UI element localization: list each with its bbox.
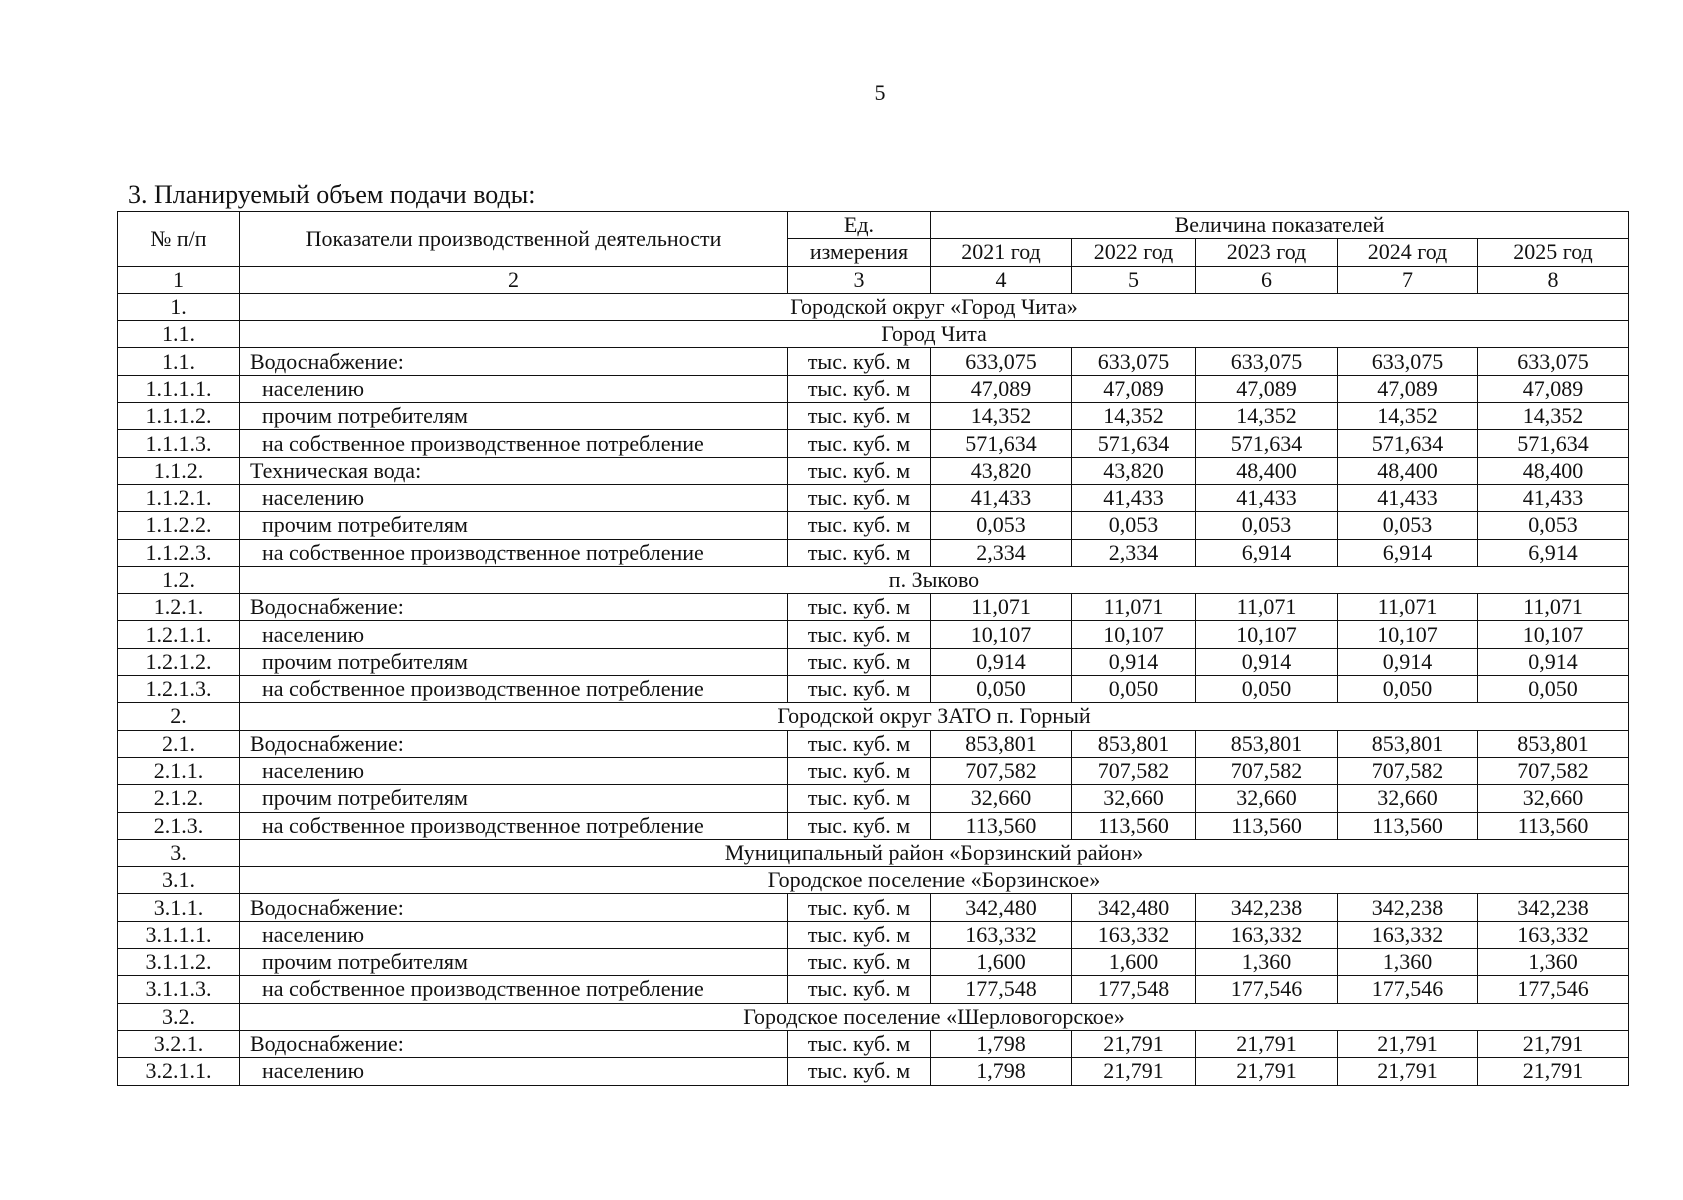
row-number: 3.2.1. [118, 1030, 240, 1057]
table-row [118, 1030, 1629, 1057]
header-year: 2024 год [1338, 239, 1478, 266]
value-cell: 48,400 [1338, 457, 1478, 484]
table-row [118, 1058, 1629, 1085]
page-number: 5 [874, 80, 886, 105]
row-number: 1.1. [118, 321, 240, 348]
indicator-name: на собственное производственное потребление [240, 539, 788, 566]
table-row [118, 512, 1629, 539]
value-cell: 707,582 [931, 757, 1072, 784]
section-row [118, 1003, 1629, 1030]
value-cell: 14,352 [1478, 403, 1629, 430]
header-unit-line2: измерения [788, 239, 931, 266]
value-cell: 342,480 [931, 894, 1072, 921]
table-row [118, 785, 1629, 812]
value-cell: 0,914 [1338, 648, 1478, 675]
header-year: 2021 год [931, 239, 1072, 266]
value-cell: 633,075 [931, 348, 1072, 375]
unit-cell: тыс. куб. м [788, 1030, 931, 1057]
unit-cell: тыс. куб. м [788, 457, 931, 484]
value-cell: 11,071 [1478, 594, 1629, 621]
value-cell: 21,791 [1338, 1058, 1478, 1085]
table-row [118, 676, 1629, 703]
value-cell: 32,660 [1478, 785, 1629, 812]
row-number: 3.1. [118, 867, 240, 894]
value-cell: 32,660 [1338, 785, 1478, 812]
unit-cell: тыс. куб. м [788, 403, 931, 430]
row-number: 2.1. [118, 730, 240, 757]
value-cell: 32,660 [1072, 785, 1196, 812]
value-cell: 6,914 [1338, 539, 1478, 566]
indicator-name: прочим потребителям [240, 648, 788, 675]
unit-cell: тыс. куб. м [788, 484, 931, 511]
section-title-cell: Муниципальный район «Борзинский район» [240, 839, 1629, 866]
indicator-name: населению [240, 757, 788, 784]
value-cell: 48,400 [1478, 457, 1629, 484]
table-row [118, 484, 1629, 511]
table-row [118, 757, 1629, 784]
value-cell: 113,560 [1072, 812, 1196, 839]
unit-cell: тыс. куб. м [788, 648, 931, 675]
water-supply-table [117, 211, 1629, 1086]
row-number: 1.2.1.3. [118, 676, 240, 703]
value-cell: 0,050 [1338, 676, 1478, 703]
value-cell: 177,546 [1338, 976, 1478, 1003]
indicator-name: на собственное производственное потребление [240, 430, 788, 457]
value-cell: 0,053 [931, 512, 1072, 539]
value-cell: 707,582 [1072, 757, 1196, 784]
value-cell: 47,089 [1478, 375, 1629, 402]
value-cell: 32,660 [1196, 785, 1338, 812]
header-year: 2023 год [1196, 239, 1338, 266]
column-number: 7 [1338, 266, 1478, 293]
value-cell: 14,352 [931, 403, 1072, 430]
value-cell: 113,560 [1196, 812, 1338, 839]
value-cell: 10,107 [1072, 621, 1196, 648]
column-number: 3 [788, 266, 931, 293]
value-cell: 41,433 [1338, 484, 1478, 511]
row-number: 1.1.2.3. [118, 539, 240, 566]
value-cell: 0,914 [1196, 648, 1338, 675]
value-cell: 10,107 [1338, 621, 1478, 648]
row-number: 1.1.2. [118, 457, 240, 484]
column-number: 1 [118, 266, 240, 293]
section-title-cell: Городское поселение «Борзинское» [240, 867, 1629, 894]
indicator-name: населению [240, 921, 788, 948]
value-cell: 707,582 [1478, 757, 1629, 784]
section-row [118, 703, 1629, 730]
unit-cell: тыс. куб. м [788, 976, 931, 1003]
indicator-name: Водоснабжение: [240, 1030, 788, 1057]
column-number: 6 [1196, 266, 1338, 293]
unit-cell: тыс. куб. м [788, 594, 931, 621]
header-values: Величина показателей [931, 212, 1629, 239]
section-title-cell: Городской округ «Город Чита» [240, 293, 1629, 320]
value-cell: 633,075 [1338, 348, 1478, 375]
value-cell: 633,075 [1196, 348, 1338, 375]
header-unit-line1: Ед. [788, 212, 931, 239]
value-cell: 0,053 [1196, 512, 1338, 539]
value-cell: 0,050 [1478, 676, 1629, 703]
value-cell: 113,560 [1338, 812, 1478, 839]
table-row [118, 348, 1629, 375]
value-cell: 43,820 [1072, 457, 1196, 484]
section-title-cell: п. Зыково [240, 566, 1629, 593]
value-cell: 14,352 [1196, 403, 1338, 430]
row-number: 2.1.3. [118, 812, 240, 839]
indicator-name: населению [240, 1058, 788, 1085]
column-number-row [118, 266, 1629, 293]
unit-cell: тыс. куб. м [788, 430, 931, 457]
value-cell: 853,801 [1072, 730, 1196, 757]
unit-cell: тыс. куб. м [788, 757, 931, 784]
section-title-cell: Городской округ ЗАТО п. Горный [240, 703, 1629, 730]
value-cell: 21,791 [1072, 1058, 1196, 1085]
table-row [118, 375, 1629, 402]
value-cell: 571,634 [1196, 430, 1338, 457]
value-cell: 1,600 [1072, 949, 1196, 976]
indicator-name: на собственное производственное потребление [240, 676, 788, 703]
table-row [118, 949, 1629, 976]
section-title: 3. Планируемый объем подачи воды: [128, 180, 536, 209]
table-row [118, 539, 1629, 566]
unit-cell: тыс. куб. м [788, 949, 931, 976]
value-cell: 41,433 [1196, 484, 1338, 511]
section-row [118, 867, 1629, 894]
indicator-name: Водоснабжение: [240, 594, 788, 621]
table-row [118, 976, 1629, 1003]
value-cell: 633,075 [1478, 348, 1629, 375]
header-year: 2022 год [1072, 239, 1196, 266]
value-cell: 342,480 [1072, 894, 1196, 921]
value-cell: 571,634 [1478, 430, 1629, 457]
value-cell: 21,791 [1196, 1058, 1338, 1085]
value-cell: 43,820 [931, 457, 1072, 484]
value-cell: 32,660 [931, 785, 1072, 812]
section-title-cell: Городское поселение «Шерловогорское» [240, 1003, 1629, 1030]
value-cell: 177,548 [931, 976, 1072, 1003]
section-row [118, 839, 1629, 866]
value-cell: 21,791 [1196, 1030, 1338, 1057]
row-number: 3.1.1.1. [118, 921, 240, 948]
value-cell: 0,053 [1072, 512, 1196, 539]
value-cell: 41,433 [1478, 484, 1629, 511]
indicator-name: прочим потребителям [240, 512, 788, 539]
row-number: 1.1.1.2. [118, 403, 240, 430]
value-cell: 1,360 [1478, 949, 1629, 976]
indicator-name: прочим потребителям [240, 785, 788, 812]
indicator-name: Водоснабжение: [240, 894, 788, 921]
value-cell: 0,053 [1338, 512, 1478, 539]
row-number: 3. [118, 839, 240, 866]
value-cell: 853,801 [1196, 730, 1338, 757]
value-cell: 14,352 [1338, 403, 1478, 430]
row-number: 1.1. [118, 348, 240, 375]
value-cell: 1,600 [931, 949, 1072, 976]
unit-cell: тыс. куб. м [788, 894, 931, 921]
value-cell: 47,089 [1072, 375, 1196, 402]
value-cell: 21,791 [1072, 1030, 1196, 1057]
value-cell: 707,582 [1196, 757, 1338, 784]
row-number: 3.2. [118, 1003, 240, 1030]
table-row [118, 403, 1629, 430]
value-cell: 47,089 [931, 375, 1072, 402]
value-cell: 0,914 [1072, 648, 1196, 675]
value-cell: 2,334 [931, 539, 1072, 566]
row-number: 1.1.1.1. [118, 375, 240, 402]
indicator-name: населению [240, 621, 788, 648]
value-cell: 1,798 [931, 1058, 1072, 1085]
value-cell: 571,634 [931, 430, 1072, 457]
value-cell: 342,238 [1196, 894, 1338, 921]
unit-cell: тыс. куб. м [788, 676, 931, 703]
value-cell: 41,433 [931, 484, 1072, 511]
value-cell: 11,071 [931, 594, 1072, 621]
value-cell: 11,071 [1196, 594, 1338, 621]
value-cell: 1,360 [1338, 949, 1478, 976]
value-cell: 853,801 [1478, 730, 1629, 757]
indicator-name: прочим потребителям [240, 403, 788, 430]
row-number: 3.1.1.2. [118, 949, 240, 976]
value-cell: 48,400 [1196, 457, 1338, 484]
unit-cell: тыс. куб. м [788, 348, 931, 375]
unit-cell: тыс. куб. м [788, 785, 931, 812]
header-row-1 [118, 212, 1629, 239]
value-cell: 177,546 [1196, 976, 1338, 1003]
column-number: 2 [240, 266, 788, 293]
value-cell: 177,546 [1478, 976, 1629, 1003]
column-number: 8 [1478, 266, 1629, 293]
value-cell: 21,791 [1338, 1030, 1478, 1057]
value-cell: 0,050 [1196, 676, 1338, 703]
table-body [118, 293, 1629, 1085]
indicator-name: на собственное производственное потребление [240, 812, 788, 839]
value-cell: 47,089 [1338, 375, 1478, 402]
value-cell: 0,914 [1478, 648, 1629, 675]
unit-cell: тыс. куб. м [788, 621, 931, 648]
row-number: 1.2. [118, 566, 240, 593]
value-cell: 853,801 [931, 730, 1072, 757]
value-cell: 21,791 [1478, 1058, 1629, 1085]
row-number: 1.2.1. [118, 594, 240, 621]
unit-cell: тыс. куб. м [788, 375, 931, 402]
row-number: 3.1.1. [118, 894, 240, 921]
row-number: 1. [118, 293, 240, 320]
row-number: 3.2.1.1. [118, 1058, 240, 1085]
column-number: 5 [1072, 266, 1196, 293]
table-row [118, 457, 1629, 484]
indicator-name: населению [240, 375, 788, 402]
indicator-name: Техническая вода: [240, 457, 788, 484]
value-cell: 163,332 [1072, 921, 1196, 948]
table-row [118, 894, 1629, 921]
value-cell: 47,089 [1196, 375, 1338, 402]
value-cell: 21,791 [1478, 1030, 1629, 1057]
value-cell: 10,107 [931, 621, 1072, 648]
row-number: 3.1.1.3. [118, 976, 240, 1003]
row-number: 1.2.1.1. [118, 621, 240, 648]
value-cell: 633,075 [1072, 348, 1196, 375]
value-cell: 113,560 [931, 812, 1072, 839]
indicator-name: на собственное производственное потребление [240, 976, 788, 1003]
unit-cell: тыс. куб. м [788, 921, 931, 948]
value-cell: 0,050 [1072, 676, 1196, 703]
value-cell: 113,560 [1478, 812, 1629, 839]
value-cell: 11,071 [1338, 594, 1478, 621]
value-cell: 0,050 [931, 676, 1072, 703]
value-cell: 163,332 [1338, 921, 1478, 948]
table-row [118, 648, 1629, 675]
value-cell: 177,548 [1072, 976, 1196, 1003]
value-cell: 6,914 [1196, 539, 1338, 566]
row-number: 1.1.2.1. [118, 484, 240, 511]
section-title-cell: Город Чита [240, 321, 1629, 348]
column-number: 4 [931, 266, 1072, 293]
value-cell: 0,053 [1478, 512, 1629, 539]
header-indicator: Показатели производственной деятельности [240, 212, 788, 267]
value-cell: 163,332 [931, 921, 1072, 948]
row-number: 1.1.2.2. [118, 512, 240, 539]
section-row [118, 293, 1629, 320]
table-row [118, 921, 1629, 948]
section-row [118, 321, 1629, 348]
unit-cell: тыс. куб. м [788, 512, 931, 539]
value-cell: 11,071 [1072, 594, 1196, 621]
indicator-name: Водоснабжение: [240, 730, 788, 757]
value-cell: 10,107 [1196, 621, 1338, 648]
value-cell: 571,634 [1338, 430, 1478, 457]
unit-cell: тыс. куб. м [788, 812, 931, 839]
table-row [118, 621, 1629, 648]
indicator-name: Водоснабжение: [240, 348, 788, 375]
unit-cell: тыс. куб. м [788, 1058, 931, 1085]
value-cell: 10,107 [1478, 621, 1629, 648]
value-cell: 571,634 [1072, 430, 1196, 457]
value-cell: 6,914 [1478, 539, 1629, 566]
value-cell: 41,433 [1072, 484, 1196, 511]
value-cell: 707,582 [1338, 757, 1478, 784]
row-number: 2. [118, 703, 240, 730]
value-cell: 1,798 [931, 1030, 1072, 1057]
table-row [118, 730, 1629, 757]
value-cell: 342,238 [1478, 894, 1629, 921]
table-row [118, 812, 1629, 839]
value-cell: 1,360 [1196, 949, 1338, 976]
header-num: № п/п [118, 212, 240, 267]
table-row [118, 594, 1629, 621]
row-number: 1.2.1.2. [118, 648, 240, 675]
indicator-name: населению [240, 484, 788, 511]
header-year: 2025 год [1478, 239, 1629, 266]
value-cell: 342,238 [1338, 894, 1478, 921]
unit-cell: тыс. куб. м [788, 539, 931, 566]
value-cell: 853,801 [1338, 730, 1478, 757]
value-cell: 0,914 [931, 648, 1072, 675]
row-number: 2.1.1. [118, 757, 240, 784]
table-row [118, 430, 1629, 457]
indicator-name: прочим потребителям [240, 949, 788, 976]
section-row [118, 566, 1629, 593]
value-cell: 163,332 [1478, 921, 1629, 948]
unit-cell: тыс. куб. м [788, 730, 931, 757]
value-cell: 14,352 [1072, 403, 1196, 430]
row-number: 1.1.1.3. [118, 430, 240, 457]
value-cell: 163,332 [1196, 921, 1338, 948]
value-cell: 2,334 [1072, 539, 1196, 566]
row-number: 2.1.2. [118, 785, 240, 812]
